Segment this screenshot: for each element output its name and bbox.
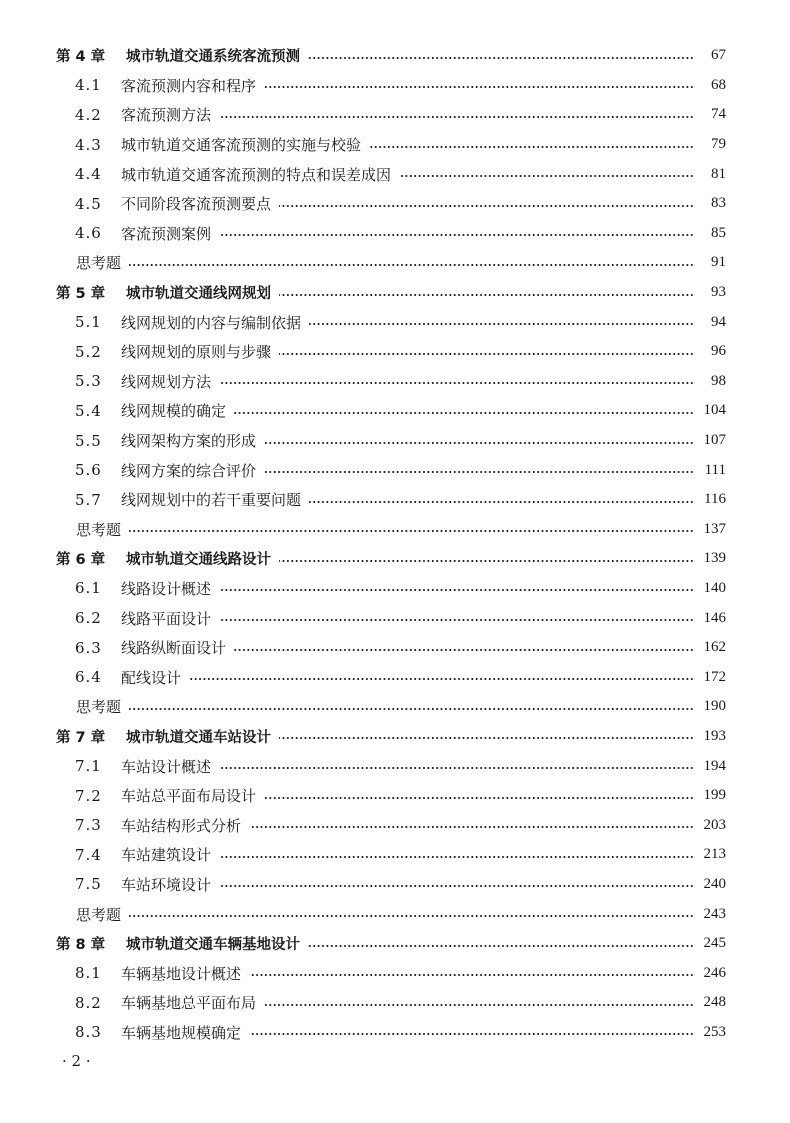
dot-leader xyxy=(219,115,694,119)
entry-title: 客流预测案例 xyxy=(121,224,212,243)
entry-number: 7.4 xyxy=(75,845,102,864)
entry-page-number: 83 xyxy=(711,195,726,212)
dot-leader xyxy=(279,352,694,356)
entry-number: 7.3 xyxy=(75,816,102,835)
entry-title: 城市轨道交通线网规划 xyxy=(126,286,271,303)
entry-title: 思考题 xyxy=(76,698,122,717)
dot-leader xyxy=(219,618,694,622)
toc-entry-section[interactable] xyxy=(56,71,726,101)
dot-leader xyxy=(129,914,694,918)
toc-entry-section[interactable] xyxy=(56,100,726,130)
entry-title: 车辆基地总平面布局 xyxy=(121,994,257,1013)
entry-page-number: 116 xyxy=(704,491,726,508)
entry-number: 5.7 xyxy=(75,490,102,509)
entry-number: 第 8 章 xyxy=(56,937,106,954)
entry-number: 4.6 xyxy=(75,224,102,243)
toc-entry-chapter[interactable] xyxy=(56,929,726,959)
entry-number: 5.1 xyxy=(75,313,102,332)
table-of-contents xyxy=(56,41,726,1047)
entry-title: 线路平面设计 xyxy=(121,609,212,628)
entry-title: 城市轨道交通系统客流预测 xyxy=(126,49,300,66)
entry-page-number: 246 xyxy=(703,964,726,981)
toc-entry-exercise[interactable] xyxy=(56,515,726,545)
entry-page-number: 140 xyxy=(703,579,726,596)
entry-number: 5.5 xyxy=(75,431,102,450)
entry-page-number: 111 xyxy=(704,461,726,478)
entry-page-number: 243 xyxy=(703,905,726,922)
entry-number: 4.3 xyxy=(75,135,102,154)
entry-title: 城市轨道交通车辆基地设计 xyxy=(126,937,300,954)
dot-leader xyxy=(189,677,694,681)
entry-title: 思考题 xyxy=(76,254,122,273)
entry-number: 6.3 xyxy=(75,638,102,657)
dot-leader xyxy=(264,85,694,89)
dot-leader xyxy=(264,470,694,474)
toc-entry-section[interactable] xyxy=(56,781,726,811)
dot-leader xyxy=(249,1032,694,1036)
entry-number: 7.1 xyxy=(75,757,102,776)
toc-entry-section[interactable] xyxy=(56,426,726,456)
entry-page-number: 213 xyxy=(703,846,726,863)
entry-page-number: 67 xyxy=(711,47,726,64)
entry-title: 线网规划的内容与编制依据 xyxy=(121,313,302,332)
entry-number: 5.6 xyxy=(75,461,102,480)
entry-page-number: 137 xyxy=(703,520,726,537)
dot-leader xyxy=(264,1003,694,1007)
entry-page-number: 203 xyxy=(703,816,726,833)
toc-entry-section[interactable] xyxy=(56,574,726,604)
entry-number: 6.1 xyxy=(75,579,102,598)
entry-page-number: 81 xyxy=(711,165,726,182)
entry-title: 车辆基地设计概述 xyxy=(121,964,242,983)
toc-entry-chapter[interactable] xyxy=(56,41,726,71)
dot-leader xyxy=(309,322,694,326)
toc-entry-exercise[interactable] xyxy=(56,692,726,722)
dot-leader xyxy=(219,884,694,888)
entry-title: 车站设计概述 xyxy=(121,757,212,776)
toc-entry-section[interactable] xyxy=(56,485,726,515)
entry-title: 车站结构形式分析 xyxy=(121,816,242,835)
entry-page-number: 146 xyxy=(703,609,726,626)
entry-title: 客流预测内容和程序 xyxy=(121,76,257,95)
entry-number: 6.2 xyxy=(75,609,102,628)
entry-page-number: 199 xyxy=(703,787,726,804)
entry-title: 客流预测方法 xyxy=(121,106,212,125)
toc-entry-exercise[interactable] xyxy=(56,248,726,278)
toc-entry-section[interactable] xyxy=(56,662,726,692)
entry-page-number: 172 xyxy=(703,668,726,685)
entry-page-number: 93 xyxy=(711,284,726,301)
toc-entry-chapter[interactable] xyxy=(56,544,726,574)
entry-title: 线网规模的确定 xyxy=(121,402,227,421)
entry-title: 城市轨道交通车站设计 xyxy=(126,729,271,746)
dot-leader xyxy=(264,441,694,445)
toc-entry-section[interactable] xyxy=(56,219,726,249)
toc-entry-section[interactable] xyxy=(56,1018,726,1048)
entry-page-number: 85 xyxy=(711,224,726,241)
toc-entry-section[interactable] xyxy=(56,751,726,781)
entry-page-number: 104 xyxy=(703,402,726,419)
toc-entry-section[interactable] xyxy=(56,130,726,160)
entry-page-number: 248 xyxy=(703,994,726,1011)
entry-title: 车站总平面布局设计 xyxy=(121,787,257,806)
entry-page-number: 96 xyxy=(711,343,726,360)
dot-leader xyxy=(234,411,694,415)
entry-title: 不同阶段客流预测要点 xyxy=(121,195,272,214)
toc-entry-section[interactable] xyxy=(56,810,726,840)
entry-page-number: 253 xyxy=(703,1023,726,1040)
entry-title: 配线设计 xyxy=(121,668,182,687)
entry-number: 4.2 xyxy=(75,105,102,124)
entry-page-number: 245 xyxy=(703,935,726,952)
dot-leader xyxy=(399,174,694,178)
entry-number: 5.2 xyxy=(75,342,102,361)
entry-number: 第 5 章 xyxy=(56,286,106,303)
dot-leader xyxy=(279,736,694,740)
entry-page-number: 68 xyxy=(711,76,726,93)
toc-entry-section[interactable] xyxy=(56,633,726,663)
entry-title: 思考题 xyxy=(76,520,122,539)
entry-page-number: 74 xyxy=(711,106,726,123)
toc-entry-chapter[interactable] xyxy=(56,722,726,752)
entry-number: 4.1 xyxy=(75,76,102,95)
toc-entry-section[interactable] xyxy=(56,367,726,397)
entry-title: 车站环境设计 xyxy=(121,875,212,894)
entry-title: 线网规划方法 xyxy=(121,372,212,391)
dot-leader xyxy=(129,263,694,267)
dot-leader xyxy=(279,559,694,563)
entry-title: 线网规划的原则与步骤 xyxy=(121,343,272,362)
dot-leader xyxy=(234,648,694,652)
dot-leader xyxy=(219,381,694,385)
entry-number: 8.2 xyxy=(75,993,102,1012)
entry-title: 思考题 xyxy=(76,905,122,924)
entry-number: 第 6 章 xyxy=(56,552,106,569)
toc-entry-section[interactable] xyxy=(56,455,726,485)
page-number-footer: · 2 · xyxy=(62,1052,91,1070)
entry-number: 8.1 xyxy=(75,964,102,983)
toc-entry-chapter[interactable] xyxy=(56,278,726,308)
toc-entry-section[interactable] xyxy=(56,307,726,337)
entry-title: 线网方案的综合评价 xyxy=(121,461,257,480)
toc-entry-section[interactable] xyxy=(56,988,726,1018)
entry-page-number: 162 xyxy=(703,639,726,656)
toc-entry-section[interactable] xyxy=(56,159,726,189)
entry-number: 8.3 xyxy=(75,1023,102,1042)
dot-leader xyxy=(129,707,694,711)
entry-number: 4.4 xyxy=(75,165,102,184)
entry-page-number: 98 xyxy=(711,372,726,389)
dot-leader xyxy=(129,529,694,533)
entry-number: 7.2 xyxy=(75,786,102,805)
entry-title: 线路设计概述 xyxy=(121,579,212,598)
entry-title: 城市轨道交通客流预测的特点和误差成因 xyxy=(121,165,392,184)
entry-number: 7.5 xyxy=(75,875,102,894)
entry-number: 第 4 章 xyxy=(56,49,106,66)
dot-leader xyxy=(219,855,694,859)
dot-leader xyxy=(279,204,694,208)
entry-number: 6.4 xyxy=(75,668,102,687)
dot-leader xyxy=(264,796,694,800)
entry-title: 车辆基地规模确定 xyxy=(121,1023,242,1042)
entry-page-number: 79 xyxy=(711,136,726,153)
entry-number: 5.4 xyxy=(75,401,102,420)
entry-title: 线网架构方案的形成 xyxy=(121,432,257,451)
dot-leader xyxy=(309,500,694,504)
entry-page-number: 240 xyxy=(703,875,726,892)
toc-entry-section[interactable] xyxy=(56,396,726,426)
dot-leader xyxy=(219,588,694,592)
dot-leader xyxy=(279,293,694,297)
toc-entry-section[interactable] xyxy=(56,337,726,367)
entry-number: 第 7 章 xyxy=(56,729,106,746)
entry-page-number: 107 xyxy=(703,432,726,449)
entry-page-number: 91 xyxy=(711,254,726,271)
dot-leader xyxy=(308,944,694,948)
entry-title: 城市轨道交通线路设计 xyxy=(126,552,271,569)
toc-entry-section[interactable] xyxy=(56,840,726,870)
dot-leader xyxy=(249,973,694,977)
entry-title: 城市轨道交通客流预测的实施与校验 xyxy=(121,136,362,155)
entry-page-number: 139 xyxy=(703,550,726,567)
entry-page-number: 193 xyxy=(703,727,726,744)
toc-entry-section[interactable] xyxy=(56,958,726,988)
dot-leader xyxy=(219,233,694,237)
entry-title: 线路纵断面设计 xyxy=(121,639,227,658)
entry-number: 4.5 xyxy=(75,194,102,213)
toc-entry-section[interactable] xyxy=(56,189,726,219)
dot-leader xyxy=(219,766,694,770)
entry-page-number: 94 xyxy=(711,313,726,330)
entry-page-number: 194 xyxy=(703,757,726,774)
toc-entry-section[interactable] xyxy=(56,870,726,900)
entry-number: 5.3 xyxy=(75,372,102,391)
dot-leader xyxy=(369,145,694,149)
toc-entry-section[interactable] xyxy=(56,603,726,633)
entry-title: 车站建筑设计 xyxy=(121,846,212,865)
entry-title: 线网规划中的若干重要问题 xyxy=(121,491,302,510)
entry-page-number: 190 xyxy=(703,698,726,715)
toc-entry-exercise[interactable] xyxy=(56,899,726,929)
dot-leader xyxy=(308,56,694,60)
dot-leader xyxy=(249,825,694,829)
